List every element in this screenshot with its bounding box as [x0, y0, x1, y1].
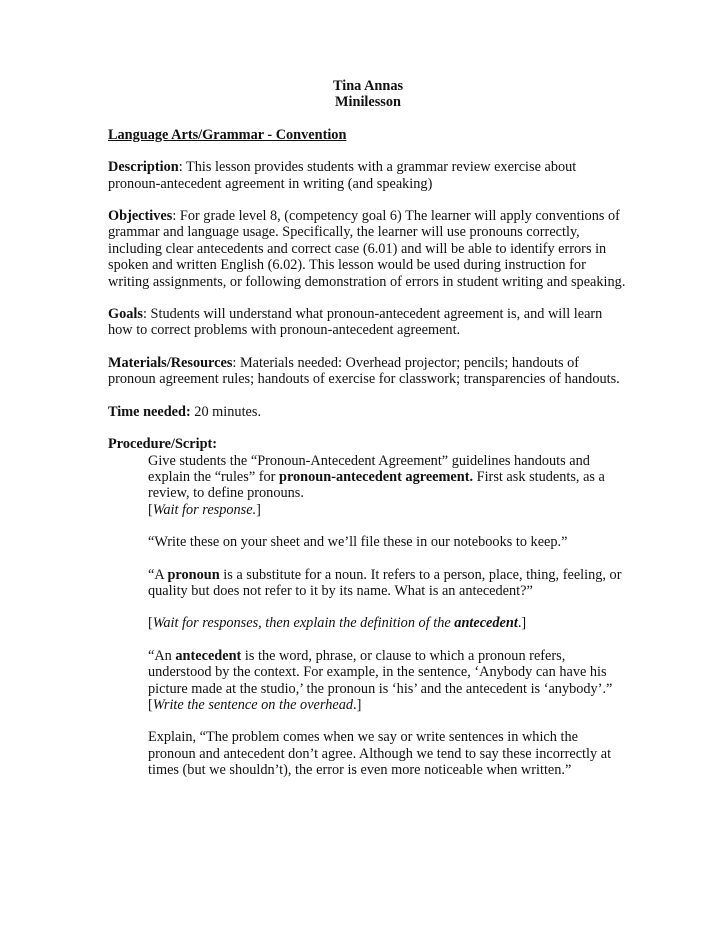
procedure-paragraph-2: “Write these on your sheet and we’ll file these in our notebooks to keep.” [148, 534, 568, 551]
procedure-p1-bracket-open: [ [148, 501, 153, 518]
objectives-label: Objectives [108, 208, 173, 225]
description-paragraph [108, 159, 628, 192]
title-block [108, 78, 628, 111]
time-label: Time needed: [108, 403, 191, 420]
materials-text: : Materials needed: Overhead projector; pencils; handouts of pronoun agreement rules; handouts of exercise for classwork; transparencies of handouts. [108, 354, 620, 388]
materials-paragraph [108, 355, 628, 388]
time-text: 20 minutes. [190, 403, 262, 420]
procedure-p1-text-c: First ask students, as a review, to define pronouns. [148, 468, 605, 502]
procedure-p5-instruction: Write the sentence on the overhead [152, 696, 353, 713]
procedure-p5-bracket-close: .] [353, 696, 362, 713]
procedure-p5-text-c: is the word, phrase, or clause to which a pronoun refers, understood by the context. For example, in the sentence, ‘Anybody can have his picture made at the studio,’ the pronoun is ‘his’ and the antecedent is ‘anybody’.” [148, 647, 613, 697]
procedure-p3-text-a: “A [148, 566, 168, 583]
procedure-p1-bracket-close: ] [256, 501, 261, 518]
procedure-paragraph-5 [148, 648, 628, 714]
procedure-paragraph-3 [148, 567, 628, 600]
goals-label: Goals [108, 306, 143, 323]
procedure-label: Procedure/Script: [108, 436, 218, 453]
procedure-p4-bracket-open: [ [148, 615, 153, 632]
procedure-p1-instruction: Wait for response. [152, 501, 257, 518]
objectives-paragraph [108, 208, 628, 290]
procedure-p5-bracket-open: [ [148, 696, 153, 713]
procedure-p1-bold: pronoun-antecedent agreement. [279, 468, 474, 485]
description-text: : This lesson provides students with a grammar review exercise about pronoun-antecedent agreement in writing (and speaking) [108, 159, 577, 192]
author-name: Tina Annas [332, 78, 404, 94]
document-subtitle: Minilesson [335, 94, 401, 111]
procedure-p1-text-a: Give students the “Pronoun-Antecedent Agreement” guidelines handouts and explain the “rules” for [148, 452, 590, 485]
procedure-p5-text-a: “An [148, 647, 176, 664]
description-label: Description [108, 159, 179, 176]
goals-text: : Students will understand what pronoun-antecedent agreement is, and will learn how to correct problems with pronoun-antecedent agreement. [108, 306, 603, 339]
procedure-paragraph-4 [148, 615, 628, 631]
procedure-body [108, 453, 628, 779]
procedure-paragraph-1 [148, 453, 628, 519]
procedure-p4-instruction: Wait for responses, then explain the definition of the [152, 615, 455, 632]
objectives-text: : For grade level 8, (competency goal 6) The learner will apply conventions of grammar and language usage. Specifically, the learner will use pronouns correctly, including clear antecedents and correct case (6.01) and will be able to identify errors in spoken and written English (6.02). This lesson would be used during instruction for writing assignments, or following demonstration of errors in student writing and speaking. [108, 208, 626, 290]
time-paragraph [108, 404, 628, 420]
section-title: Language Arts/Grammar - Convention [108, 126, 347, 143]
procedure-paragraph-6: Explain, “The problem comes when we say or write sentences in which the pronoun and antecedent don’t agree. Although we tend to say these incorrectly at times (but we shouldn’t), the error is even more noticeable when written.” [148, 729, 612, 779]
procedure-p3-text-c: is a substitute for a noun. It refers to a person, place, thing, feeling, or quality but does not refer to it by its name. What is an antecedent?” [148, 566, 622, 599]
materials-label: Materials/Resources [108, 354, 233, 371]
procedure-p4-bracket-close: .] [517, 615, 527, 632]
goals-paragraph [108, 306, 628, 339]
procedure-p5-bold: antecedent [175, 647, 242, 664]
procedure-p3-bold: pronoun [167, 566, 220, 583]
procedure-p4-bold: antecedent [454, 615, 518, 632]
